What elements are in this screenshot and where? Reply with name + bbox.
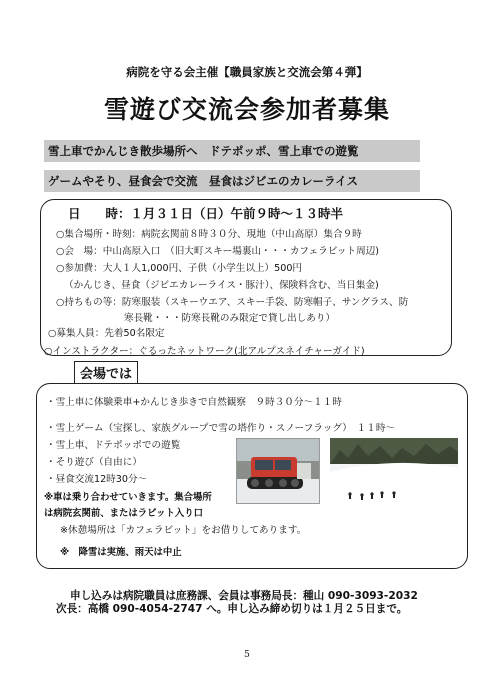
note-3: ※休憩場所は「カフェラビット」をお借りしてあります。: [60, 525, 307, 536]
snowfield-photo: [330, 438, 458, 528]
venue-heading: 会場では: [74, 361, 138, 384]
meeting-place: ○集合場所・時刻：病院玄関前８時３０分、現地（中山高原）集合９時: [56, 229, 362, 240]
note-2: は病院玄関前、またはラビット入り口: [44, 508, 204, 519]
organizer-line: 病院を守る会主催【職員家族と交流会第４弾】: [126, 65, 368, 79]
instructor-line: ○インストラクター：ぐるったネットワーク(北アルプスネイチャーガイド): [44, 346, 365, 357]
event-date: 日 時：１月３１日（日）午前９時～１３時半: [68, 206, 344, 221]
note-1: ※車は乗り合わせていきます。集合場所: [44, 492, 212, 503]
contact-line-2: 次長：高橋 090-4054-2747 へ。申し込み締め切りは１月２５日まで。: [56, 603, 408, 615]
venue-item-3: ・雪上車、ドテポッポでの遊覧: [46, 440, 181, 451]
capacity-line: ○募集人員：先着50名限定: [48, 328, 165, 339]
items-note: 寒長靴・・・防寒長靴のみ限定で貸し出しあり）: [124, 313, 336, 324]
fee-note: （かんじき、昼食（ジビエカレーライス・豚汁）、保険料含む、当日集金): [64, 280, 379, 291]
venue-item-4: ・そり遊び（自由に）: [46, 457, 142, 468]
fee-line: ○参加費：大人１人1,000円、子供（小学生以上）500円: [56, 263, 303, 274]
note-4: ※ 降雪は実施、雨天は中止: [60, 547, 182, 558]
items-line: ○持ちもの等：防寒服装（スキーウエア、スキー手袋、防寒帽子、サングラス、防: [56, 297, 409, 308]
page-title: 雪遊び交流会参加者募集: [103, 95, 390, 124]
contact-line-1: 申し込みは病院職員は庶務課、会員は事務局長：種山 090-3093-2032: [70, 590, 418, 602]
venue-line: ○会 場：中山高原入口 （旧大町スキー場裏山・・・カフェラビット周辺): [56, 246, 380, 257]
highlight-band-1: 雪上車でかんじき散歩場所へ ドテポッポ、雪上車での遊覧: [44, 140, 420, 162]
venue-item-2: ・雪上ゲーム（宝探し、家族グループで雪の塔作り・スノーフラッグ） １１時～: [46, 423, 396, 434]
snowcat-photo: [236, 438, 320, 504]
venue-item-5: ・昼食交流12時30分～: [46, 474, 148, 485]
page-number: 5: [244, 650, 250, 660]
highlight-band-2: ゲームやそり、昼食会で交流 昼食はジビエのカレーライス: [44, 170, 420, 192]
venue-item-1: ・雪上車に体験乗車+かんじき歩きで自然観察 ９時３０分～１１時: [46, 397, 342, 408]
